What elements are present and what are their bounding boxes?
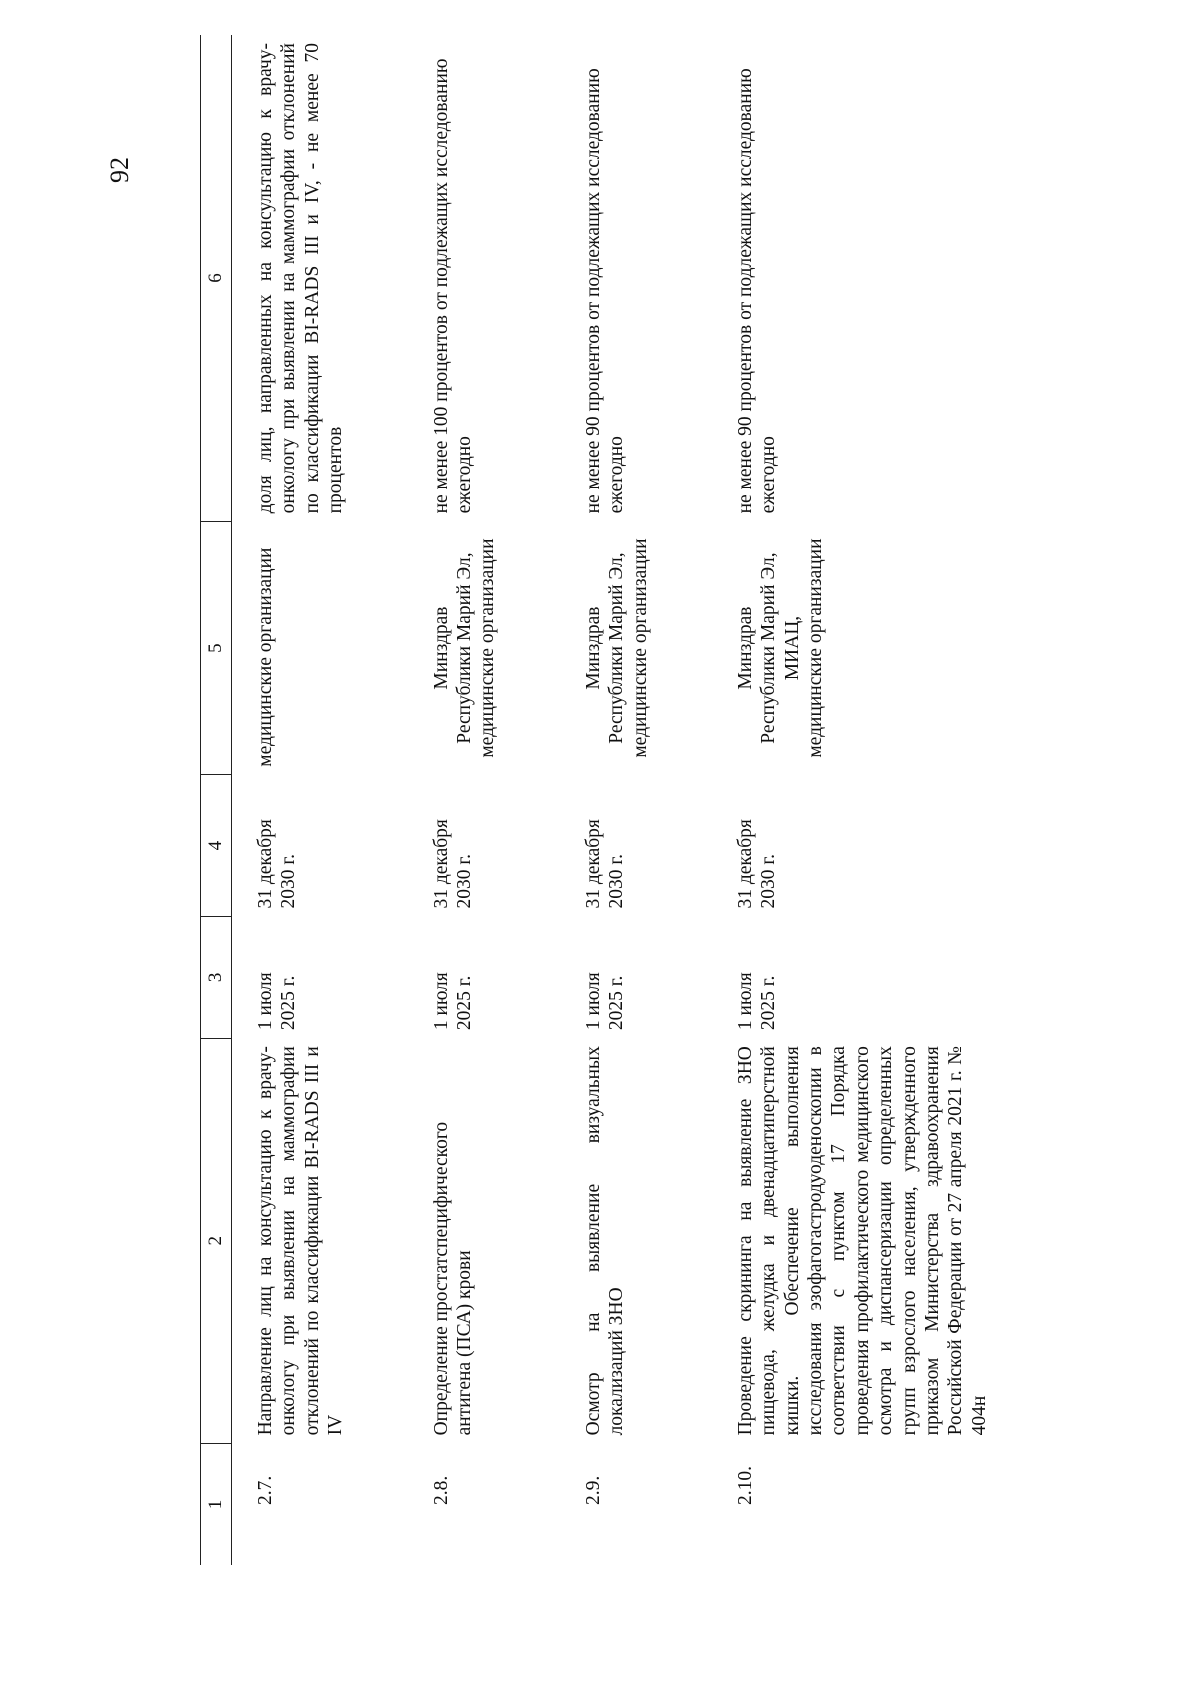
responsible: медицинские организации	[255, 547, 276, 767]
event-name: Направление лиц на консультацию к врачу-онкологу при выявлении на маммографии отклонений по классификации BI-RADS III и IV	[255, 1046, 347, 1436]
end-date: 31 декабря 2030 г.	[430, 819, 475, 909]
row-number: 2.8.	[430, 1475, 452, 1505]
column-header: 3	[201, 917, 232, 1039]
indicator: доля лиц, направленных на консультацию к врачу-онкологу при выявлении на маммографии отклонений по классификации BI-RADS III и IV, - не менее 70 процентов	[255, 43, 347, 514]
event-name: Проведение скрининга на выявление ЗНО пищевода, желудка и двенадцатиперстной кишки. Обеспечение выполнения исследования эзофагогастродуоденоскопии в соответствии с пунктом 17 Порядка проведения профилактического медицинского осмотра и диспансеризации определенных групп взрослого населения, утвержденного приказом Министерства здравоохранения Российской Федерации от 27 апреля 2021 г. № 404н	[734, 1046, 990, 1436]
indicator: не менее 90 процентов от подлежащих исследованию ежегодно	[582, 68, 628, 514]
row-number: 2.7.	[255, 1475, 276, 1505]
column-header: 5	[201, 521, 232, 774]
column-header: 6	[201, 35, 232, 521]
table-row	[232, 35, 408, 1565]
responsible: Минздрав Республики Марий Эл, медицинские организации	[430, 538, 499, 758]
page-number: 92	[105, 157, 134, 183]
row-number: 2.9.	[582, 1475, 604, 1505]
event-name: Определение простатспецифического антигена (ПСА) крови	[430, 1121, 475, 1436]
column-header: 1	[201, 1443, 232, 1565]
table-header-row	[201, 35, 232, 1565]
indicator: не менее 100 процентов от подлежащих исследованию ежегодно	[430, 58, 475, 514]
column-header: 4	[201, 775, 232, 917]
event-name: Осмотр на выявление визуальных локализаций ЗНО	[582, 1046, 628, 1436]
table-row	[408, 35, 560, 1565]
end-date: 31 декабря 2030 г.	[734, 819, 780, 909]
start-date: 1 июля 2025 г.	[255, 972, 300, 1031]
start-date: 1 июля 2025 г.	[430, 972, 475, 1031]
end-date: 31 декабря 2030 г.	[255, 819, 300, 909]
column-header: 2	[201, 1038, 232, 1443]
rotated-table-sheet	[200, 35, 1160, 1565]
plan-table	[200, 35, 1051, 1565]
row-number: 2.10.	[734, 1466, 756, 1505]
end-date: 31 декабря 2030 г.	[582, 819, 628, 909]
table-row	[712, 35, 1051, 1565]
responsible: Минздрав Республики Марий Эл, медицинские организации	[582, 538, 651, 758]
start-date: 1 июля 2025 г.	[582, 972, 628, 1031]
start-date: 1 июля 2025 г.	[734, 972, 780, 1031]
indicator: не менее 90 процентов от подлежащих исследованию ежегодно	[734, 68, 780, 514]
table-row	[560, 35, 712, 1565]
responsible: Минздрав Республики Марий Эл, МИАЦ, медицинские организации	[734, 538, 827, 758]
